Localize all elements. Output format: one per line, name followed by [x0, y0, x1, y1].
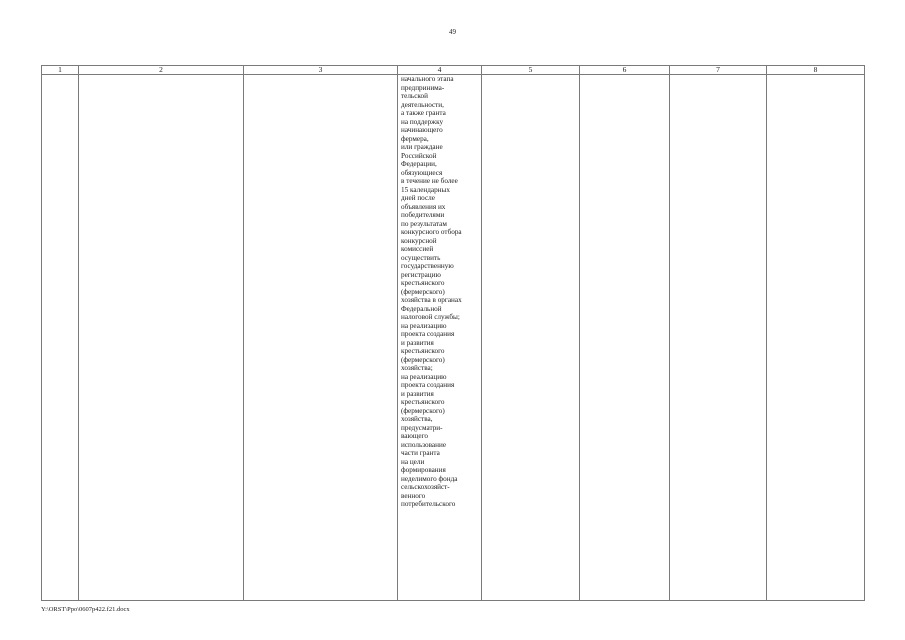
cell-text-line: потребительского — [401, 500, 456, 508]
column-header-8: 8 — [767, 66, 865, 75]
column-header-5: 5 — [482, 66, 580, 75]
cell-text-line: формирования — [401, 466, 446, 474]
cell-text-line: проекта создания — [401, 381, 455, 389]
cell-text-line: на реализацию — [401, 321, 447, 330]
column-header-2: 2 — [79, 66, 244, 75]
cell-text-line: использование — [401, 440, 447, 449]
cell-text-line: по результатам — [401, 219, 447, 228]
cell-text-line: конкурсного отбора — [401, 228, 462, 236]
cell-text-line: дней после — [401, 194, 435, 202]
column-header-7: 7 — [670, 66, 767, 75]
cell-text-line: регистрацию — [401, 270, 441, 279]
cell-text-line: налоговой службы; — [401, 313, 460, 321]
table-cell-col4 — [398, 75, 482, 601]
cell-text-line: крестьянского — [401, 279, 445, 287]
cell-text-line: хозяйства; — [401, 364, 433, 372]
cell-text-line: фермера, — [401, 134, 429, 143]
cell-text-line: тельской — [401, 92, 428, 100]
cell-text-line: на реализацию — [401, 372, 447, 381]
cell-text-line: деятельности, — [401, 100, 444, 109]
column-header-1: 1 — [42, 66, 79, 75]
cell-text-line: крестьянского — [401, 398, 445, 406]
cell-text-line: Российской — [401, 151, 437, 160]
table-header-row — [42, 66, 865, 75]
cell-text-line: начального этапа — [401, 75, 454, 83]
cell-text-line: а также гранта — [401, 109, 446, 117]
cell-text-line: проекта создания — [401, 330, 455, 338]
table-cell-col6 — [580, 75, 670, 601]
table-cell-col5 — [482, 75, 580, 601]
column-header-6: 6 — [580, 66, 670, 75]
cell-text-line: хозяйства, — [401, 415, 433, 423]
table-cell-col1 — [42, 75, 79, 601]
column-header-3: 3 — [244, 66, 398, 75]
cell-text-line: (фермерского) — [401, 287, 445, 296]
cell-text-line: Федеральной — [401, 304, 442, 313]
cell-text-line: осуществить — [401, 253, 441, 262]
cell-text-line: (фермерского) — [401, 355, 445, 364]
cell-text-line: объявления их — [401, 202, 446, 211]
cell-text-line: комиссией — [401, 245, 434, 253]
table-row — [42, 75, 865, 601]
cell-text-line: хозяйства в органах — [401, 296, 462, 304]
table-cell-col7 — [670, 75, 767, 601]
cell-text-line: конкурсной — [401, 236, 437, 245]
page-number: 49 — [449, 28, 456, 36]
table-cell-col8 — [767, 75, 865, 601]
cell-text-line: победителями — [401, 211, 445, 219]
cell-text-line: венного — [401, 491, 426, 500]
cell-text-line: и развития — [401, 389, 434, 398]
cell-text-line: части гранта — [401, 449, 440, 457]
cell-text-line: неделимого фонда — [401, 474, 458, 483]
cell-text-line: и развития — [401, 338, 434, 347]
cell-text-line: предусматри- — [401, 423, 443, 432]
cell-text-line: на поддержку — [401, 117, 444, 126]
cell-text-line: (фермерского) — [401, 406, 445, 415]
cell-text-line: начинающего — [401, 126, 443, 134]
cell-text-line: Федерации, — [401, 160, 437, 168]
cell-text-line: крестьянского — [401, 347, 445, 355]
table-cell-col3 — [244, 75, 398, 601]
footer-file-path: Y:\ORST\Ppo\0607p422.f21.docx — [41, 606, 130, 613]
cell-text-line: на цели — [401, 457, 425, 466]
cell-text-line: государственную — [401, 262, 454, 270]
cell-text-line: сельскохозяйст- — [401, 483, 450, 491]
document-table — [41, 65, 865, 601]
table-cell-col2 — [79, 75, 244, 601]
cell-text-line: предпринима- — [401, 83, 445, 92]
cell-text-line: вающего — [401, 432, 428, 440]
cell-text-col4 — [398, 75, 481, 509]
cell-text-line: 15 календарных — [401, 185, 450, 194]
cell-text-line: в течение не более — [401, 177, 458, 185]
column-header-4: 4 — [398, 66, 482, 75]
cell-text-line: обязующиеся — [401, 168, 443, 177]
cell-text-line: или граждане — [401, 143, 443, 151]
